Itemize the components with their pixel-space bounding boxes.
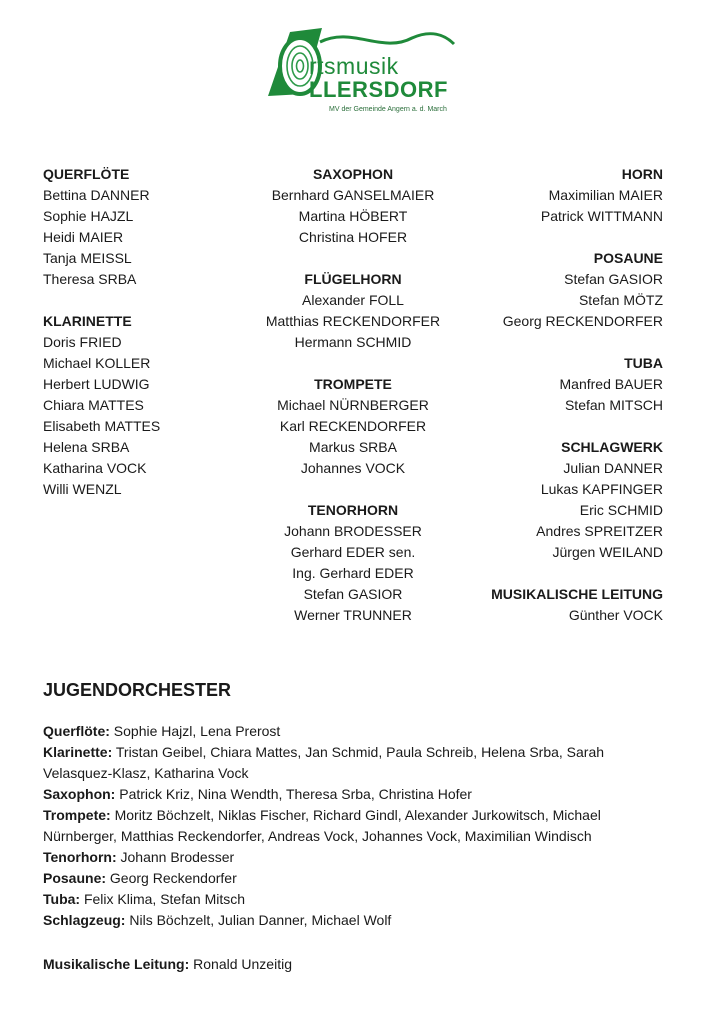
section-querflöte bbox=[43, 164, 243, 290]
member-name: Bernhard GANSELMAIER bbox=[271, 187, 435, 203]
member-name: Martina HÖBERT bbox=[298, 208, 408, 224]
member-name: Matthias RECKENDORFER bbox=[265, 313, 441, 329]
logo-line-2: LLERSDORF bbox=[309, 77, 448, 102]
member-name: Lukas KAPFINGER bbox=[540, 481, 663, 497]
member-name: Alexander FOLL bbox=[302, 292, 404, 308]
section-heading: POSAUNE bbox=[593, 250, 663, 266]
member-name: Jürgen WEILAND bbox=[552, 544, 663, 560]
logo-subtitle: MV der Gemeinde Angern a. d. March bbox=[329, 106, 447, 113]
section-heading: HORN bbox=[621, 166, 663, 182]
member-name: Tanja MEISSL bbox=[43, 250, 132, 266]
member-name: Günther VOCK bbox=[568, 607, 663, 623]
section-heading: QUERFLÖTE bbox=[43, 166, 130, 182]
section-trompete bbox=[240, 374, 466, 479]
member-name: Stefan GASIOR bbox=[303, 586, 403, 602]
youth-members: Nils Böchzelt, Julian Danner, Michael Wolf bbox=[125, 912, 392, 928]
section-flügelhorn bbox=[240, 269, 466, 353]
member-name: Bettina DANNER bbox=[43, 187, 150, 203]
section-saxophon bbox=[240, 164, 466, 248]
member-name: Karl RECKENDORFER bbox=[279, 418, 427, 434]
section-heading: TENORHORN bbox=[307, 502, 399, 518]
member-name: Ing. Gerhard EDER bbox=[292, 565, 414, 581]
member-name: Heidi MAIER bbox=[43, 229, 124, 245]
youth-members: Felix Klima, Stefan Mitsch bbox=[80, 891, 246, 907]
member-name: Stefan GASIOR bbox=[564, 271, 663, 287]
member-name: Katharina VOCK bbox=[43, 460, 147, 476]
member-name: Stefan MITSCH bbox=[564, 397, 663, 413]
section-heading: TROMPETE bbox=[314, 376, 392, 392]
section-horn bbox=[440, 164, 663, 227]
section-heading: KLARINETTE bbox=[43, 313, 132, 329]
member-name: Werner TRUNNER bbox=[294, 607, 412, 623]
member-name: Hermann SCHMID bbox=[294, 334, 412, 350]
member-name: Johannes VOCK bbox=[300, 460, 406, 476]
youth-row bbox=[43, 742, 673, 784]
member-name: Patrick WITTMANN bbox=[540, 208, 663, 224]
youth-row bbox=[43, 721, 673, 742]
member-name: Manfred BAUER bbox=[559, 376, 663, 392]
youth-instrument-label: Saxophon: bbox=[43, 786, 116, 802]
member-name: Johann BRODESSER bbox=[284, 523, 422, 539]
youth-orchestra-list bbox=[43, 721, 673, 931]
member-name: Stefan MÖTZ bbox=[578, 292, 663, 308]
youth-instrument-label: Trompete: bbox=[43, 807, 111, 823]
member-name: Herbert LUDWIG bbox=[43, 376, 150, 392]
section-heading: TUBA bbox=[624, 355, 663, 371]
youth-members: Sophie Hajzl, Lena Prerost bbox=[109, 723, 281, 739]
member-name: Michael KOLLER bbox=[43, 355, 151, 371]
youth-instrument-label: Klarinette: bbox=[43, 744, 113, 760]
youth-orchestra-leader bbox=[43, 954, 292, 975]
section-tenorhorn bbox=[240, 500, 466, 626]
leader-name: Ronald Unzeitig bbox=[189, 956, 292, 972]
youth-row bbox=[43, 805, 673, 847]
youth-members: Johann Brodesser bbox=[116, 849, 235, 865]
member-name: Andres SPREITZER bbox=[536, 523, 663, 539]
youth-orchestra-title: JUGENDORCHESTER bbox=[43, 680, 232, 700]
section-posaune bbox=[440, 248, 663, 332]
member-name: Eric SCHMID bbox=[579, 502, 663, 518]
section-tuba bbox=[440, 353, 663, 416]
youth-row bbox=[43, 847, 673, 868]
youth-row bbox=[43, 868, 673, 889]
member-name: Helena SRBA bbox=[43, 439, 130, 455]
member-name: Sophie HAJZL bbox=[43, 208, 134, 224]
youth-instrument-label: Tuba: bbox=[43, 891, 81, 907]
member-name: Elisabeth MATTES bbox=[43, 418, 161, 434]
youth-instrument-label: Querflöte: bbox=[43, 723, 110, 739]
section-musikalische-leitung bbox=[440, 584, 663, 626]
section-klarinette bbox=[43, 311, 243, 500]
section-heading: MUSIKALISCHE LEITUNG bbox=[491, 586, 663, 602]
section-heading: FLÜGELHORN bbox=[304, 271, 402, 287]
youth-row bbox=[43, 910, 673, 931]
member-name: Gerhard EDER sen. bbox=[290, 544, 416, 560]
youth-members: Patrick Kriz, Nina Wendth, Theresa Srba, Christina Hofer bbox=[115, 786, 472, 802]
member-name: Georg RECKENDORFER bbox=[502, 313, 663, 329]
youth-members: Tristan Geibel, Chiara Mattes, Jan Schmid, Paula Schreib, Helena Srba, Sarah Velasquez-Klasz, Katharina Vock bbox=[43, 744, 605, 781]
roster-column-middle bbox=[240, 164, 466, 647]
member-name: Willi WENZL bbox=[43, 481, 122, 497]
leader-label: Musikalische Leitung: bbox=[43, 956, 190, 972]
youth-row bbox=[43, 889, 673, 910]
youth-instrument-label: Posaune: bbox=[43, 870, 107, 886]
youth-instrument-label: Tenorhorn: bbox=[43, 849, 117, 865]
logo-line-1: rtsmusik bbox=[309, 53, 399, 79]
member-name: Theresa SRBA bbox=[43, 271, 137, 287]
member-name: Maximilian MAIER bbox=[548, 187, 663, 203]
member-name: Julian DANNER bbox=[563, 460, 663, 476]
member-name: Doris FRIED bbox=[43, 334, 122, 350]
youth-instrument-label: Schlagzeug: bbox=[43, 912, 126, 928]
section-heading: SCHLAGWERK bbox=[561, 439, 663, 455]
roster-column-right bbox=[440, 164, 663, 647]
section-schlagwerk bbox=[440, 437, 663, 563]
section-heading: SAXOPHON bbox=[312, 166, 394, 182]
youth-members: Moritz Böchzelt, Niklas Fischer, Richard Gindl, Alexander Jurkowitsch, Michael Nürnberger, Matthias Reckendorfer, Andreas Vock, Johannes Vock, Maximilian Windisch bbox=[43, 807, 601, 844]
member-name: Markus SRBA bbox=[309, 439, 397, 455]
youth-members: Georg Reckendorfer bbox=[106, 870, 237, 886]
member-name: Christina HOFER bbox=[298, 229, 408, 245]
member-name: Michael NÜRNBERGER bbox=[277, 397, 429, 413]
roster-column-left bbox=[43, 164, 243, 521]
member-name: Chiara MATTES bbox=[43, 397, 144, 413]
youth-row bbox=[43, 784, 673, 805]
